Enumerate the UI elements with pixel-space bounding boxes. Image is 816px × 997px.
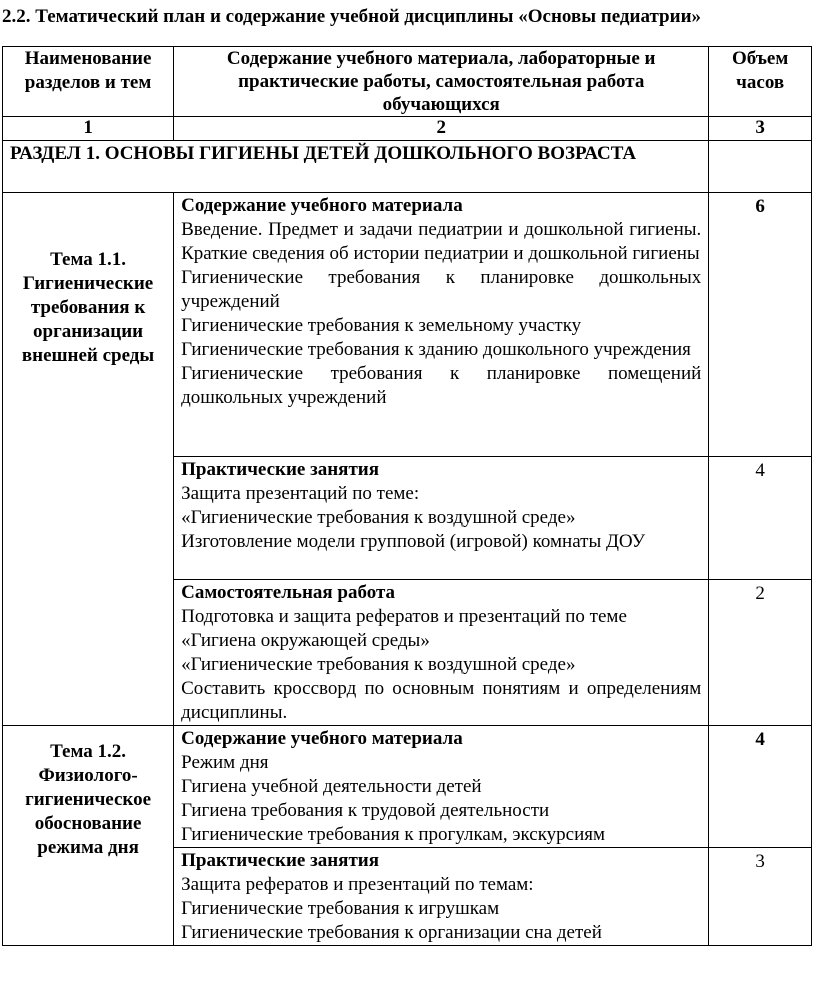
content-line: Гигиенические требования к планировке помещений дошкольных учреждений — [181, 363, 702, 408]
content-line: Подготовка и защита рефератов и презентаций по теме — [181, 606, 627, 627]
block-heading: Самостоятельная работа — [181, 582, 396, 603]
content-cell — [174, 457, 709, 580]
content-cell — [174, 726, 709, 848]
content-line: Гигиена требования к трудовой деятельности — [181, 800, 550, 821]
content-line: Гигиенические требования к прогулкам, экскурсиям — [181, 824, 606, 845]
topic-title: Тема 1.2. Физиолого-гигиеническое обоснование режима дня — [3, 726, 174, 946]
content-line: Гигиенические требования к земельному участку — [181, 315, 582, 336]
topic-title: Тема 1.1. Гигиенические требования к организации внешней среды — [3, 193, 174, 726]
content-cell — [174, 193, 709, 457]
content-line: Защита презентаций по теме: — [181, 483, 420, 504]
content-line: Защита рефератов и презентаций по темам: — [181, 874, 534, 895]
content-line: Гигиена учебной деятельности детей — [181, 776, 482, 797]
content-cell — [174, 848, 709, 946]
page-title: 2.2. Тематический план и содержание учебной дисциплины «Основы педиатрии» — [2, 6, 702, 27]
section-hours — [709, 141, 812, 193]
header-row — [3, 47, 812, 117]
column-number: 3 — [709, 117, 812, 141]
block-heading: Практические занятия — [181, 459, 380, 480]
content-cell — [174, 580, 709, 726]
block-heading: Практические занятия — [181, 850, 380, 871]
content-line: Гигиенические требования к зданию дошкольного учреждения — [181, 339, 691, 360]
content-line: «Гигиена окружающей среды» — [181, 630, 430, 651]
content-line: Гигиенические требования к планировке дошкольных учреждений — [181, 267, 702, 312]
section-row — [3, 141, 812, 193]
content-line: Режим дня — [181, 752, 269, 773]
block-heading: Содержание учебного материала — [181, 728, 463, 749]
header-col-hours: Объем часов — [709, 47, 812, 117]
column-number: 2 — [174, 117, 709, 141]
content-line: Гигиенические требования к игрушкам — [181, 898, 500, 919]
thematic-plan-table — [2, 46, 812, 946]
section-title: РАЗДЕЛ 1. ОСНОВЫ ГИГИЕНЫ ДЕТЕЙ ДОШКОЛЬНОГО ВОЗРАСТА — [3, 141, 709, 193]
content-line: Гигиенические требования к организации сна детей — [181, 922, 602, 943]
hours-cell: 4 — [709, 457, 812, 580]
content-line: Составить кроссворд по основным понятиям и определениям дисциплины. — [181, 678, 702, 723]
content-line: Изготовление модели групповой (игровой) комнаты ДОУ — [181, 531, 646, 552]
table-row — [3, 726, 812, 848]
hours-cell: 6 — [709, 193, 812, 457]
content-line: «Гигиенические требования к воздушной среде» — [181, 507, 576, 528]
content-line: Введение. Предмет и задачи педиатрии и дошкольной гигиены. Краткие сведения об истории педиатрии и дошкольной гигиены — [181, 219, 702, 264]
hours-cell: 2 — [709, 580, 812, 726]
header-col-sections: Наименование разделов и тем — [3, 47, 174, 117]
hours-cell: 4 — [709, 726, 812, 848]
hours-cell: 3 — [709, 848, 812, 946]
column-number: 1 — [3, 117, 174, 141]
content-line: «Гигиенические требования к воздушной среде» — [181, 654, 576, 675]
header-col-content: Содержание учебного материала, лабораторные и практические работы, самостоятельная работа обучающихся — [174, 47, 709, 117]
column-number-row — [3, 117, 812, 141]
block-heading: Содержание учебного материала — [181, 195, 463, 216]
table-row — [3, 193, 812, 457]
